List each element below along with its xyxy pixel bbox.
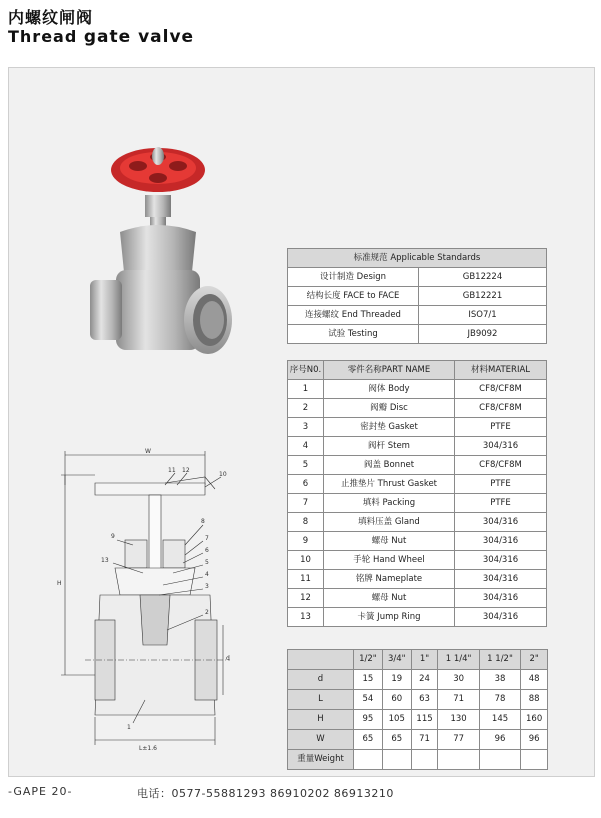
dimensions-table [287, 649, 548, 770]
part-name: 卡簧 Jump Ring [324, 608, 455, 627]
part-name: 止推垫片 Thrust Gasket [324, 475, 455, 494]
part-material: 304/316 [455, 570, 547, 589]
part-material: 304/316 [455, 608, 547, 627]
part-no: 1 [288, 380, 324, 399]
table-row [288, 437, 547, 456]
dim-value: 48 [521, 670, 548, 690]
dim-label-h: H [57, 580, 62, 587]
size-header: 1/2" [354, 650, 383, 670]
part-name: 阀盖 Bonnet [324, 456, 455, 475]
standards-table [287, 248, 547, 344]
title-english [8, 27, 194, 47]
part-no: 3 [288, 418, 324, 437]
dim-row-label: d [288, 670, 354, 690]
table-row [288, 325, 547, 344]
part-material: CF8/CF8M [455, 456, 547, 475]
dim-value: 88 [521, 690, 548, 710]
standard-label: 试验 Testing [288, 325, 419, 344]
standard-label: 连接螺纹 End Threaded [288, 306, 419, 325]
standards-header: 标准规范 Applicable Standards [288, 249, 547, 268]
callout-8: 8 [201, 518, 205, 525]
part-material: CF8/CF8M [455, 380, 547, 399]
table-row [288, 690, 548, 710]
part-name: 阀杆 Stem [324, 437, 455, 456]
part-material: 304/316 [455, 589, 547, 608]
page-number: -GAPE 20- [8, 785, 73, 798]
part-name: 阀瓣 Disc [324, 399, 455, 418]
part-no: 6 [288, 475, 324, 494]
dim-value [479, 750, 520, 770]
table-row [288, 268, 547, 287]
part-material: CF8/CF8M [455, 399, 547, 418]
parts-header-material: 材料MATERIAL [455, 361, 547, 380]
valve-photo [88, 140, 233, 380]
dim-value: 96 [479, 730, 520, 750]
callout-1: 1 [127, 724, 131, 731]
dim-value: 65 [354, 730, 383, 750]
dim-value: 54 [354, 690, 383, 710]
parts-table [287, 360, 547, 627]
part-name: 手轮 Hand Wheel [324, 551, 455, 570]
dim-row-label: W [288, 730, 354, 750]
standard-value: GB12224 [419, 268, 547, 287]
part-no: 2 [288, 399, 324, 418]
table-row [288, 380, 547, 399]
dim-value: 105 [382, 710, 411, 730]
dim-value [354, 750, 383, 770]
dim-value [438, 750, 479, 770]
dim-value: 96 [521, 730, 548, 750]
size-header: 1 1/2" [479, 650, 520, 670]
dim-value: 65 [382, 730, 411, 750]
size-header: 1 1/4" [438, 650, 479, 670]
dim-value: 160 [521, 710, 548, 730]
dim-value: 19 [382, 670, 411, 690]
callout-13: 13 [101, 557, 109, 564]
callout-9: 9 [111, 533, 115, 540]
table-row [288, 513, 547, 532]
callout-5: 5 [205, 559, 209, 566]
dim-value: 71 [411, 730, 438, 750]
part-material: 304/316 [455, 437, 547, 456]
part-name: 阀体 Body [324, 380, 455, 399]
callout-4: 4 [205, 571, 209, 578]
callout-6: 6 [205, 547, 209, 554]
dim-value: 60 [382, 690, 411, 710]
part-no: 4 [288, 437, 324, 456]
dim-value: 63 [411, 690, 438, 710]
part-material: PTFE [455, 418, 547, 437]
handwheel [111, 147, 205, 192]
dim-value: 78 [479, 690, 520, 710]
table-row [288, 456, 547, 475]
part-no: 8 [288, 513, 324, 532]
table-row [288, 589, 547, 608]
title-chinese: 内螺纹闸阀 [8, 8, 94, 27]
part-name: 螺母 Nut [324, 589, 455, 608]
part-no: 13 [288, 608, 324, 627]
dim-value: 95 [354, 710, 383, 730]
part-name: 填料 Packing [324, 494, 455, 513]
part-no: 11 [288, 570, 324, 589]
callout-11: 11 [168, 467, 176, 474]
part-no: 7 [288, 494, 324, 513]
dims-corner [288, 650, 354, 670]
dim-label-d: d [226, 655, 230, 662]
table-row [288, 710, 548, 730]
part-material: 304/316 [455, 532, 547, 551]
callout-3: 3 [205, 583, 209, 590]
part-name: 填料压盖 Gland [324, 513, 455, 532]
table-row [288, 570, 547, 589]
phone-numbers: 电话：0577-55881293 86910202 86913210 [137, 787, 394, 800]
part-no: 9 [288, 532, 324, 551]
dim-value: 38 [479, 670, 520, 690]
title-english-word1: Thread [8, 27, 78, 46]
title-english-word2: gate valve [83, 27, 195, 47]
part-name: 螺母 Nut [324, 532, 455, 551]
callout-7: 7 [205, 535, 209, 542]
dim-value: 30 [438, 670, 479, 690]
dim-value: 71 [438, 690, 479, 710]
standard-label: 结构长度 FACE to FACE [288, 287, 419, 306]
dim-value: 24 [411, 670, 438, 690]
dim-row-label: 重量Weight [288, 750, 354, 770]
standard-value: GB12221 [419, 287, 547, 306]
part-material: PTFE [455, 475, 547, 494]
parts-header-name: 零件名称PART NAME [324, 361, 455, 380]
part-material: 304/316 [455, 551, 547, 570]
dim-value: 145 [479, 710, 520, 730]
size-header: 2" [521, 650, 548, 670]
table-row [288, 475, 547, 494]
table-row [288, 399, 547, 418]
part-no: 12 [288, 589, 324, 608]
table-row [288, 551, 547, 570]
dim-value [521, 750, 548, 770]
standard-label: 设计制造 Design [288, 268, 419, 287]
dim-value: 15 [354, 670, 383, 690]
dim-row-label: L [288, 690, 354, 710]
size-header: 3/4" [382, 650, 411, 670]
table-row [288, 494, 547, 513]
technical-drawing [55, 445, 255, 755]
part-material: 304/316 [455, 513, 547, 532]
part-name: 铭牌 Nameplate [324, 570, 455, 589]
standard-value: ISO7/1 [419, 306, 547, 325]
dim-value: 130 [438, 710, 479, 730]
part-no: 5 [288, 456, 324, 475]
callout-2: 2 [205, 609, 209, 616]
table-row [288, 750, 548, 770]
table-row [288, 608, 547, 627]
part-no: 10 [288, 551, 324, 570]
table-row [288, 418, 547, 437]
dim-value [382, 750, 411, 770]
table-row [288, 532, 547, 551]
dim-label-l: L±1.6 [139, 745, 157, 752]
callout-12: 12 [182, 467, 190, 474]
callout-10: 10 [219, 471, 227, 478]
table-row [288, 730, 548, 750]
size-header: 1" [411, 650, 438, 670]
table-row [288, 306, 547, 325]
dim-value: 77 [438, 730, 479, 750]
dim-row-label: H [288, 710, 354, 730]
table-row [288, 287, 547, 306]
parts-header-no: 序号N0. [288, 361, 324, 380]
dim-value [411, 750, 438, 770]
table-row [288, 670, 548, 690]
standard-value: JB9092 [419, 325, 547, 344]
dim-value: 115 [411, 710, 438, 730]
dim-label-w: W [145, 448, 151, 455]
part-name: 密封垫 Gasket [324, 418, 455, 437]
part-material: PTFE [455, 494, 547, 513]
